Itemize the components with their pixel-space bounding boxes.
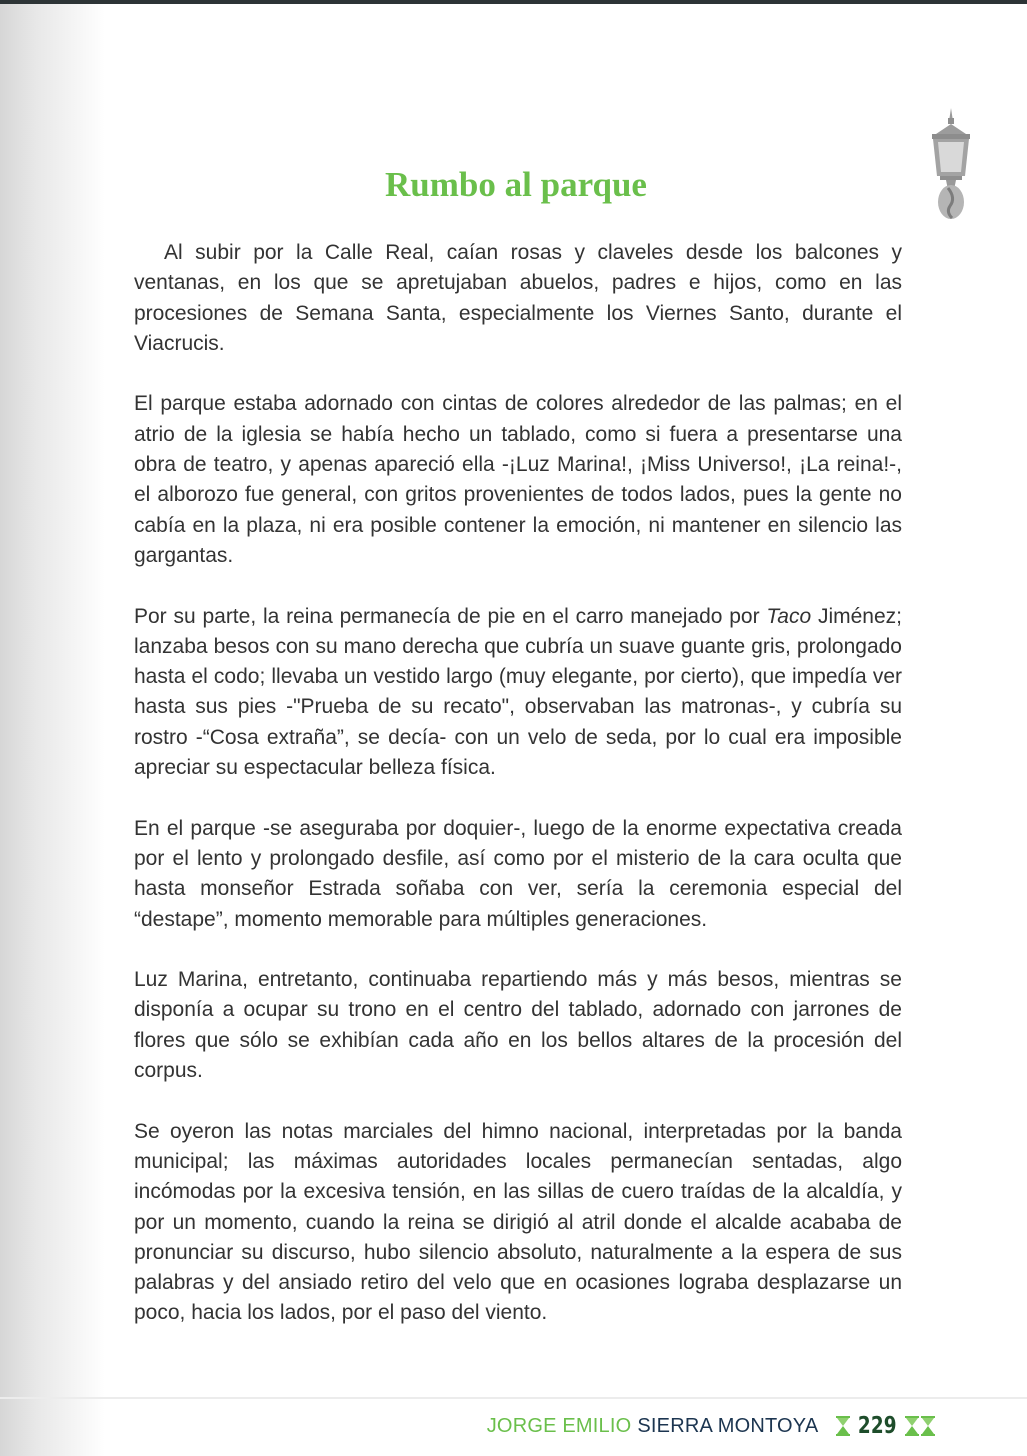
page-number: 229: [858, 1413, 898, 1439]
paragraph-4: En el parque -se aseguraba por doquier-, luego de la enorme expectativa creada por el lento y prolongado desfile, así como por el misterio de la cara oculta que hasta monseñor Estrada soñaba con ver, sería la ceremonia especial del “destape”, momento memorable para múltiples generaciones.: [134, 816, 902, 931]
paragraph-1: Al subir por la Calle Real, caían rosas y claveles desde los balcones y ventanas, en los que se apretujaban abuelos, padres e hijos, como en las procesiones de Semana Santa, especialmente los Viernes Santo, durante el Viacrucis.: [134, 241, 902, 355]
top-border: [0, 0, 1027, 4]
running-footer: [487, 1413, 935, 1439]
paragraph-6: Se oyeron las notas marciales del himno nacional, interpretadas por la banda municipal; las máximas autoridades locales permanecían sentadas, algo incómodas por la excesiva tensión, en las sillas de cuero traídas de la alcaldía, y por un momento, cuando la reina se dirigió al atril donde el alcalde acababa de pronunciar su discurso, hubo silencio absoluto, naturalmente a la espera de sus palabras y del ansiado retiro del velo que en ocasiones lograba desplazarse un poco, hacia los lados, por el paso del viento.: [134, 1119, 902, 1325]
paragraph-3: [134, 602, 902, 784]
author-last-name: SIERRA MONTOYA: [637, 1414, 819, 1437]
hourglass-icon: [836, 1416, 850, 1436]
footer-divider: [0, 1397, 1027, 1399]
author-first-name: JORGE EMILIO: [486, 1414, 632, 1437]
paragraph-3-start: Por su parte, la reina permanecía de pie en el carro manejado por: [134, 604, 767, 628]
paragraph-5: Luz Marina, entretanto, continuaba repartiendo más y más besos, mientras se disponía a ocupar su trono en el centro del tablado, adornado con jarrones de flores que sólo se exhibían cada año en los bellos altares de la procesión del corpus.: [134, 968, 902, 1083]
paragraph-2: El parque estaba adornado con cintas de colores alrededor de las palmas; en el atrio de la iglesia se había hecho un tablado, como si fuera a presentarse una obra de teatro, y apenas apareció ella -¡Luz Marina!, ¡Miss Universo!, ¡La reina!-, el alborozo fue general, con gritos provenientes de todos lados, pues la gente no cabía en la plaza, ni era posible contener la emoción, ni mantener en silencio las gargantas.: [134, 392, 902, 567]
body-text: [134, 238, 902, 1359]
paragraph-3-end: Jiménez; lanzaba besos con su mano derecha que cubría un suave guante gris, prolongado hasta el codo; llevaba un vestido largo (muy elegante, por cierto), que impedía ver hasta sus pies -"Prueba de su recato", observaban las matronas-, y cubría su rostro -“Cosa extraña”, se decía- con un velo de seda, por lo cual era imposible apreciar su espectacular belleza física.: [134, 604, 903, 780]
page-number-box: [836, 1413, 935, 1439]
page-title: Rumbo al parque: [385, 165, 647, 204]
hourglass-icon: [921, 1416, 935, 1436]
page-gutter-shadow: [0, 4, 105, 1456]
italic-name: Taco: [766, 604, 812, 628]
hourglass-icon: [905, 1416, 919, 1436]
